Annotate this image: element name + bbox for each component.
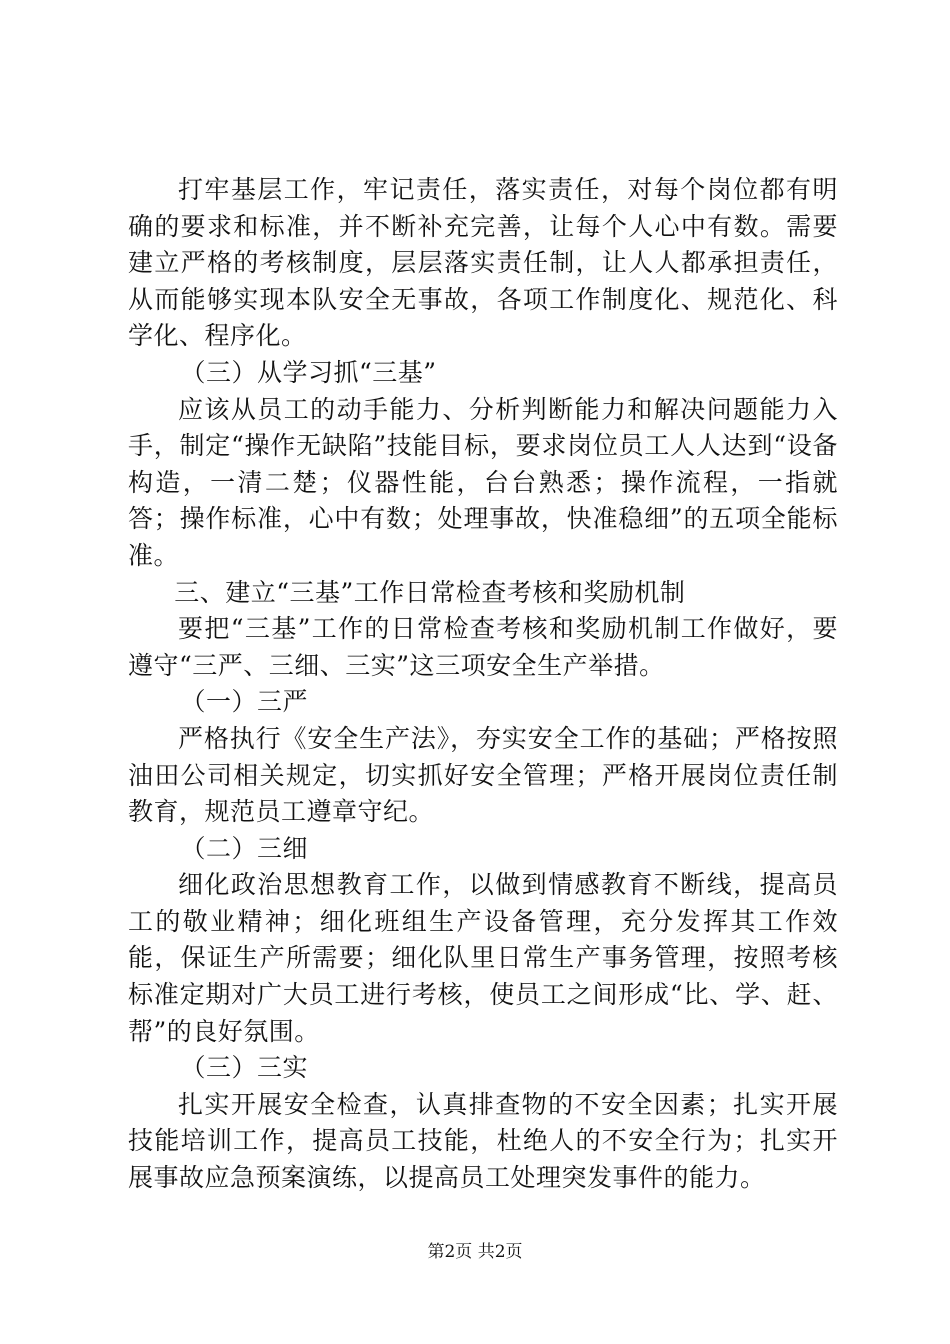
heading-three-solid: （三）三实 — [180, 1053, 309, 1083]
page-number: 第2页 共2页 — [427, 1242, 523, 1262]
heading-three-strict: （一）三严 — [180, 687, 309, 717]
para-three-solid: 扎实开展安全检查，认真排查物的不安全因素；扎实开展技能培训工作，提高员工技能，杜绝人的不安全行为；扎实开展事故应急预案演练，以提高员工处理突发事件的能力。 — [128, 1089, 838, 1193]
para-basic-work: 打牢基层工作，牢记责任，落实责任，对每个岗位都有明确的要求和标准，并不断补充完善，让每个人心中有数。需要建立严格的考核制度，层层落实责任制，让人人都承担责任，从而能够实现本队安全无事故，各项工作制度化、规范化、科学化、程序化。 — [128, 175, 838, 351]
para-section-three: 要把“三基”工作的日常检查考核和奖励机制工作做好，要遵守“三严、三细、三实”这三项安全生产举措。 — [128, 614, 838, 680]
para-learning: 应该从员工的动手能力、分析判断能力和解决问题能力入手，制定“操作无缺陷”技能目标，要求岗位员工人人达到“设备构造，一清二楚；仪器性能，台台熟悉；操作流程，一指就答；操作标准，心中有数；处理事故，快准稳细”的五项全能标准。 — [128, 394, 838, 570]
heading-section-three: 三、建立“三基”工作日常检查考核和奖励机制 — [174, 577, 686, 607]
para-three-strict: 严格执行《安全生产法》，夯实安全工作的基础；严格按照油田公司相关规定，切实抓好安全管理；严格开展岗位责任制教育，规范员工遵章守纪。 — [128, 723, 838, 827]
heading-learning: （三）从学习抓“三基” — [180, 357, 437, 387]
para-three-detailed: 细化政治思想教育工作，以做到情感教育不断线，提高员工的敬业精神；细化班组生产设备管理，充分发挥其工作效能，保证生产所需要；细化队里日常生产事务管理，按照考核标准定期对广大员工进行考核，使员工之间形成“比、学、赶、帮”的良好氛围。 — [128, 870, 838, 1046]
page-footer — [0, 1240, 950, 1264]
document-body — [128, 172, 838, 1197]
heading-three-detailed: （二）三细 — [180, 833, 309, 863]
